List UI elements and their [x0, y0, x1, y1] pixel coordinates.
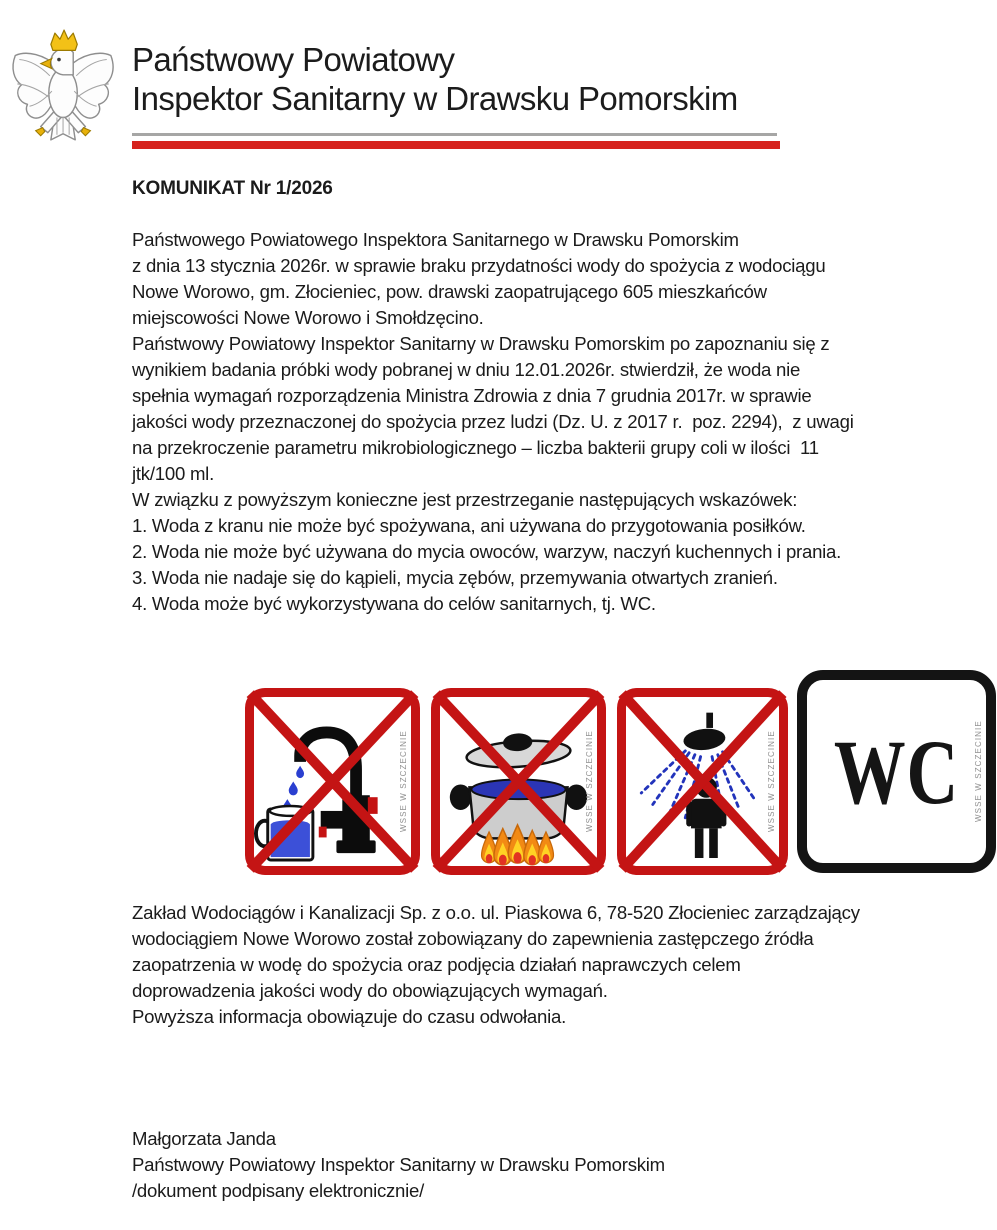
- text-line: z dnia 13 stycznia 2026r. w sprawie braku przydatności wody do spożycia z wodociągu: [132, 255, 826, 276]
- prohibition-x-icon: [431, 688, 606, 875]
- organization-name: [132, 40, 738, 118]
- eagle-icon: [6, 26, 114, 150]
- text-line: Małgorzata Janda: [132, 1128, 276, 1149]
- closing-text-block: [132, 900, 860, 1030]
- polish-eagle-emblem: [6, 26, 114, 150]
- text-line: Państwowy Powiatowy Inspektor Sanitarny w Drawsku Pomorskim: [132, 1154, 665, 1175]
- prohibition-x-icon: [617, 688, 788, 875]
- org-name-line2: Inspektor Sanitarny w Drawsku Pomorskim: [132, 80, 738, 117]
- wc-label: WC: [833, 720, 960, 823]
- text-line: 3. Woda nie nadaje się do kąpieli, mycia zębów, przemywania otwartych zranień.: [132, 567, 778, 588]
- watermark-text: WSSE W SZCZECINIE: [399, 730, 408, 833]
- text-line: W związku z powyższym konieczne jest przestrzeganie następujących wskazówek:: [132, 489, 798, 510]
- signature-block: [132, 1126, 665, 1204]
- main-text-block: [132, 227, 854, 617]
- text-line: jtk/100 ml.: [132, 463, 214, 484]
- text-line: jakości wody przeznaczonej do spożycia przez ludzi (Dz. U. z 2017 r. poz. 2294), z uwagi: [132, 411, 854, 432]
- no-tap-water-pictogram: [245, 688, 420, 875]
- header-gray-rule: [132, 133, 777, 136]
- text-line: Państwowy Powiatowy Inspektor Sanitarny w Drawsku Pomorskim po zapoznaniu się z: [132, 333, 830, 354]
- text-line: Zakład Wodociągów i Kanalizacji Sp. z o.o. ul. Piaskowa 6, 78-520 Złocieniec zarządzający: [132, 902, 860, 923]
- text-line: spełnia wymagań rozporządzenia Ministra Zdrowia z dnia 7 grudnia 2017r. w sprawie: [132, 385, 812, 406]
- no-shower-pictogram: [617, 688, 788, 875]
- text-line: wodociągiem Nowe Worowo został zobowiązany do zapewnienia zastępczego źródła: [132, 928, 814, 949]
- watermark-text: WSSE W SZCZECINIE: [585, 730, 594, 833]
- watermark-text: WSSE W SZCZECINIE: [767, 730, 776, 833]
- org-name-line1: Państwowy Powiatowy: [132, 41, 455, 78]
- no-boiling-water-pictogram: [431, 688, 606, 875]
- text-line: 4. Woda może być wykorzystywana do celów sanitarnych, tj. WC.: [132, 593, 656, 614]
- text-line: doprowadzenia jakości wody do obowiązujących wymagań.: [132, 980, 608, 1001]
- text-line: miejscowości Nowe Worowo i Smołdzęcino.: [132, 307, 484, 328]
- prohibition-x-icon: [245, 688, 420, 875]
- text-line: Państwowego Powiatowego Inspektora Sanitarnego w Drawsku Pomorskim: [132, 229, 739, 250]
- document-title: KOMUNIKAT Nr 1/2026: [132, 178, 333, 199]
- text-line: na przekroczenie parametru mikrobiologicznego – liczba bakterii grupy coli w ilości 11: [132, 437, 819, 458]
- text-line: wynikiem badania próbki wody pobranej w dniu 12.01.2026r. stwierdził, że woda nie: [132, 359, 801, 380]
- text-line: /dokument podpisany elektronicznie/: [132, 1180, 425, 1201]
- wc-allowed-sign: [797, 670, 996, 873]
- text-line: zaopatrzenia w wodę do spożycia oraz podjęcia działań naprawczych celem: [132, 954, 741, 975]
- header-red-rule: [132, 141, 780, 149]
- text-line: 2. Woda nie może być używana do mycia owoców, warzyw, naczyń kuchennych i prania.: [132, 541, 842, 562]
- watermark-text: WSSE W SZCZECINIE: [974, 720, 983, 823]
- text-line: 1. Woda z kranu nie może być spożywana, ani używana do przygotowania posiłków.: [132, 515, 806, 536]
- text-line: Powyższa informacja obowiązuje do czasu odwołania.: [132, 1006, 566, 1027]
- text-line: Nowe Worowo, gm. Złocieniec, pow. drawski zaopatrującego 605 mieszkańców: [132, 281, 767, 302]
